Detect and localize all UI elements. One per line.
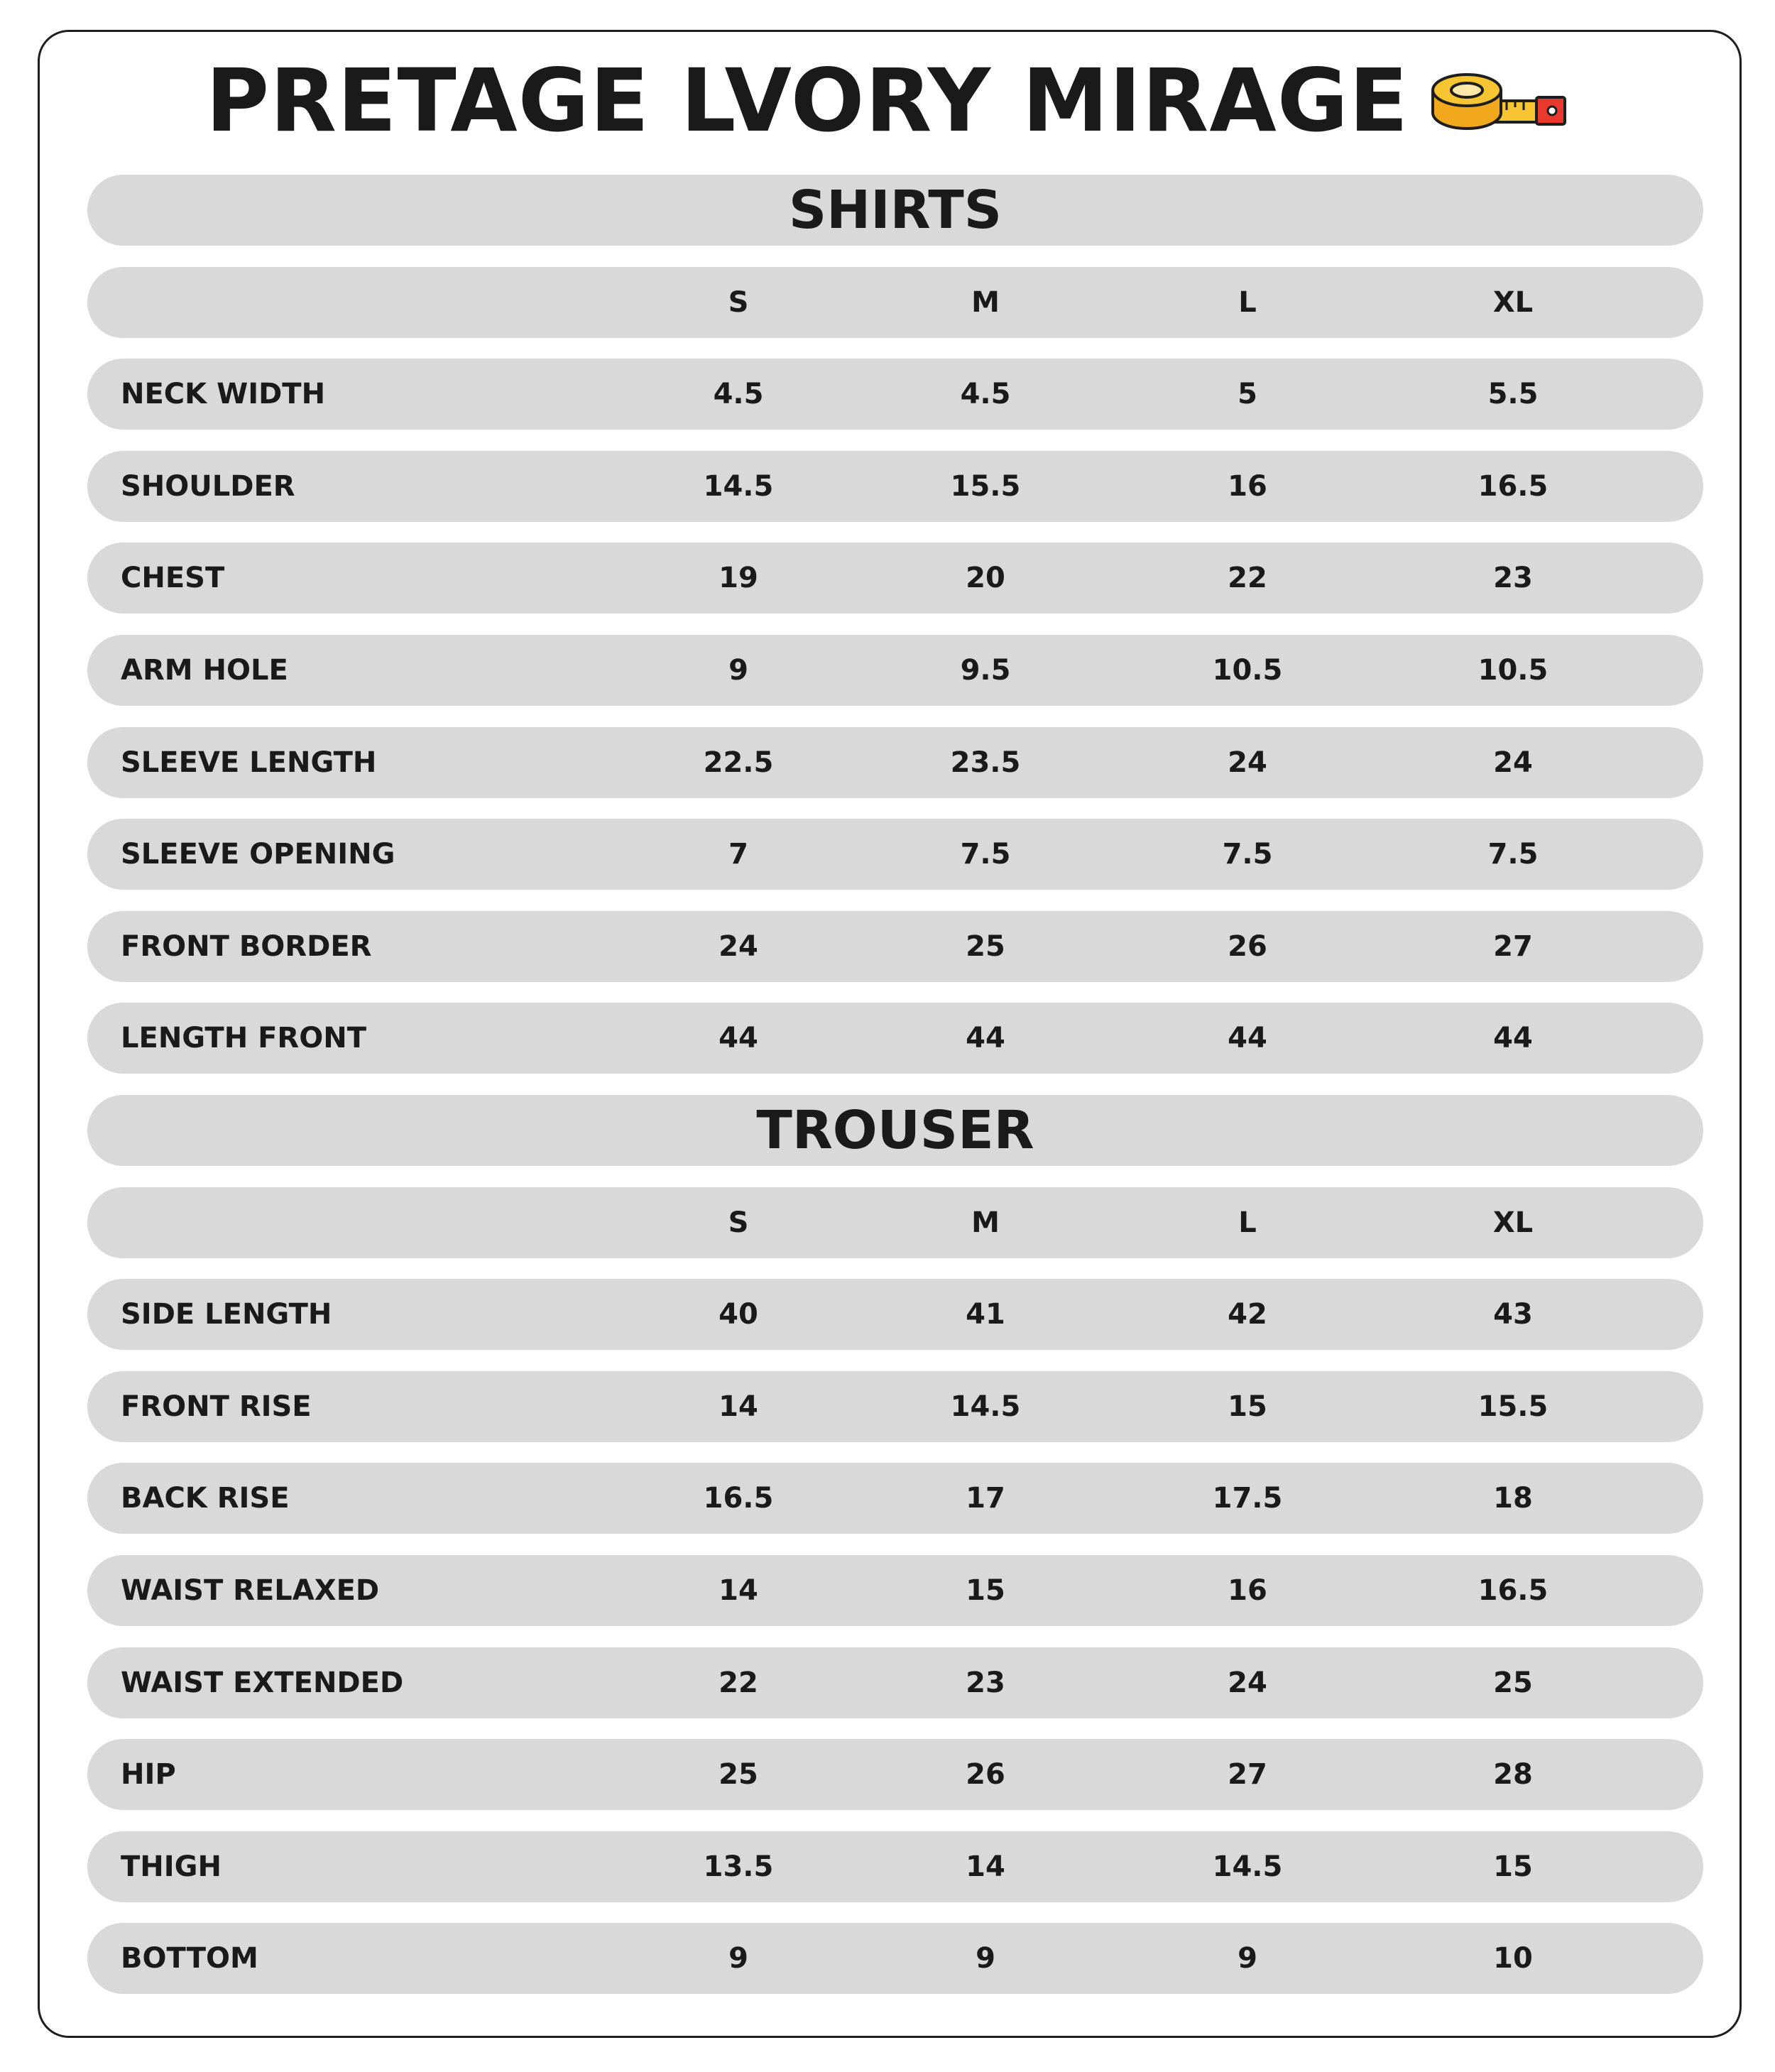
table-row	[87, 1831, 1703, 1902]
table-row	[87, 1923, 1703, 1994]
measurement-value-m: 7.5	[960, 838, 1011, 871]
measurement-value-xl: 5.5	[1487, 378, 1539, 410]
measurement-value-s: 24	[719, 930, 758, 963]
measurement-value-l: 16	[1228, 470, 1267, 503]
measurement-label: CHEST	[121, 562, 225, 594]
size-header-xl: XL	[1492, 1206, 1534, 1239]
measurement-value-s: 9	[728, 654, 748, 687]
measurement-value-l: 9	[1238, 1942, 1257, 1975]
measurement-value-xl: 16.5	[1478, 1574, 1549, 1607]
measurement-label: HIP	[121, 1758, 176, 1791]
table-row	[87, 727, 1703, 798]
measurement-value-xl: 10.5	[1478, 654, 1549, 687]
table-row	[87, 911, 1703, 982]
size-header-l: L	[1238, 286, 1257, 319]
measurement-value-xl: 7.5	[1487, 838, 1539, 871]
measurement-value-m: 44	[966, 1022, 1005, 1054]
trouser-size-header-row	[87, 1187, 1703, 1258]
page-title: PRETAGE LVORY MIRAGE	[205, 50, 1409, 151]
measurement-value-l: 22	[1228, 562, 1267, 594]
table-row	[87, 1463, 1703, 1534]
measurement-value-xl: 15	[1493, 1850, 1533, 1883]
measurement-value-xl: 18	[1493, 1482, 1533, 1515]
measurement-label: SIDE LENGTH	[121, 1298, 332, 1331]
measurement-value-s: 44	[719, 1022, 758, 1054]
measurement-value-s: 40	[719, 1298, 758, 1331]
measurement-value-xl: 43	[1493, 1298, 1533, 1331]
measurement-value-m: 15	[966, 1574, 1005, 1607]
measurement-value-xl: 15.5	[1478, 1390, 1549, 1423]
measurement-value-s: 14.5	[703, 470, 774, 503]
measurement-value-m: 14	[966, 1850, 1005, 1883]
measurement-value-m: 9.5	[960, 654, 1011, 687]
shirts-size-header-row	[87, 267, 1703, 338]
measurement-value-l: 24	[1228, 1667, 1267, 1699]
table-row	[87, 819, 1703, 890]
measurement-label: SHOULDER	[121, 470, 295, 503]
table-row	[87, 1739, 1703, 1810]
table-row	[87, 542, 1703, 614]
table-row	[87, 451, 1703, 522]
measurement-value-xl: 44	[1493, 1022, 1533, 1054]
table-row	[87, 1279, 1703, 1350]
measurement-value-xl: 27	[1493, 930, 1533, 963]
trouser-section-heading	[87, 1095, 1703, 1166]
measurement-value-m: 41	[966, 1298, 1005, 1331]
measurement-value-xl: 23	[1493, 562, 1533, 594]
size-header-m: M	[971, 1206, 1000, 1239]
measurement-value-l: 17.5	[1212, 1482, 1283, 1515]
table-row	[87, 1003, 1703, 1074]
measuring-tape-icon	[1430, 69, 1569, 133]
measurement-label: WAIST RELAXED	[121, 1574, 380, 1607]
measurement-value-s: 22	[719, 1667, 758, 1699]
measurement-label: BOTTOM	[121, 1942, 258, 1975]
measurement-label: BACK RISE	[121, 1482, 290, 1515]
size-header-s: S	[728, 286, 749, 319]
measurement-value-m: 17	[966, 1482, 1005, 1515]
size-header-s: S	[728, 1206, 749, 1239]
measurement-value-l: 15	[1228, 1390, 1267, 1423]
measurement-value-m: 4.5	[960, 378, 1011, 410]
measurement-value-m: 25	[966, 930, 1005, 963]
measurement-value-m: 23	[966, 1667, 1005, 1699]
measurement-value-s: 4.5	[713, 378, 764, 410]
measurement-label: FRONT RISE	[121, 1390, 312, 1423]
measurement-value-xl: 25	[1493, 1667, 1533, 1699]
measurement-value-m: 26	[966, 1758, 1005, 1791]
measurement-label: SLEEVE OPENING	[121, 838, 395, 871]
measurement-label: FRONT BORDER	[121, 930, 372, 963]
shirts-heading-text: SHIRTS	[788, 180, 1003, 241]
measurement-value-l: 27	[1228, 1758, 1267, 1791]
measurement-value-s: 25	[719, 1758, 758, 1791]
measurement-value-s: 19	[719, 562, 758, 594]
measurement-value-s: 9	[728, 1942, 748, 1975]
measurement-value-l: 7.5	[1222, 838, 1273, 871]
measurement-value-s: 16.5	[703, 1482, 774, 1515]
shirts-section-heading	[87, 175, 1703, 246]
measurement-value-m: 20	[966, 562, 1005, 594]
table-row	[87, 1555, 1703, 1626]
measurement-value-l: 42	[1228, 1298, 1267, 1331]
measurement-value-s: 7	[728, 838, 748, 871]
measurement-value-xl: 24	[1493, 746, 1533, 779]
measurement-value-m: 9	[976, 1942, 995, 1975]
measurement-value-m: 14.5	[950, 1390, 1021, 1423]
measurement-value-l: 5	[1238, 378, 1257, 410]
measurement-value-xl: 10	[1493, 1942, 1533, 1975]
trouser-heading-text: TROUSER	[756, 1100, 1034, 1161]
measurement-value-s: 14	[719, 1574, 758, 1607]
measurement-value-s: 13.5	[703, 1850, 774, 1883]
measurement-value-xl: 16.5	[1478, 470, 1549, 503]
measurement-value-m: 23.5	[950, 746, 1021, 779]
measurement-label: WAIST EXTENDED	[121, 1667, 404, 1699]
measurement-label: ARM HOLE	[121, 654, 288, 687]
measurement-value-l: 44	[1228, 1022, 1267, 1054]
size-header-l: L	[1238, 1206, 1257, 1239]
size-header-xl: XL	[1492, 286, 1534, 319]
table-row	[87, 359, 1703, 430]
table-row	[87, 635, 1703, 706]
measurement-value-m: 15.5	[950, 470, 1021, 503]
measurement-value-l: 24	[1228, 746, 1267, 779]
measurement-label: NECK WIDTH	[121, 378, 326, 410]
measurement-value-s: 14	[719, 1390, 758, 1423]
size-header-m: M	[971, 286, 1000, 319]
measurement-label: THIGH	[121, 1850, 222, 1883]
measurement-label: LENGTH FRONT	[121, 1022, 366, 1054]
measurement-value-l: 14.5	[1212, 1850, 1283, 1883]
measurement-value-l: 26	[1228, 930, 1267, 963]
measurement-value-xl: 28	[1493, 1758, 1533, 1791]
measurement-label: SLEEVE LENGTH	[121, 746, 377, 779]
table-row	[87, 1647, 1703, 1718]
measurement-value-l: 16	[1228, 1574, 1267, 1607]
table-row	[87, 1371, 1703, 1442]
measurement-value-l: 10.5	[1212, 654, 1283, 687]
measurement-value-s: 22.5	[703, 746, 774, 779]
title-row	[0, 44, 1775, 158]
